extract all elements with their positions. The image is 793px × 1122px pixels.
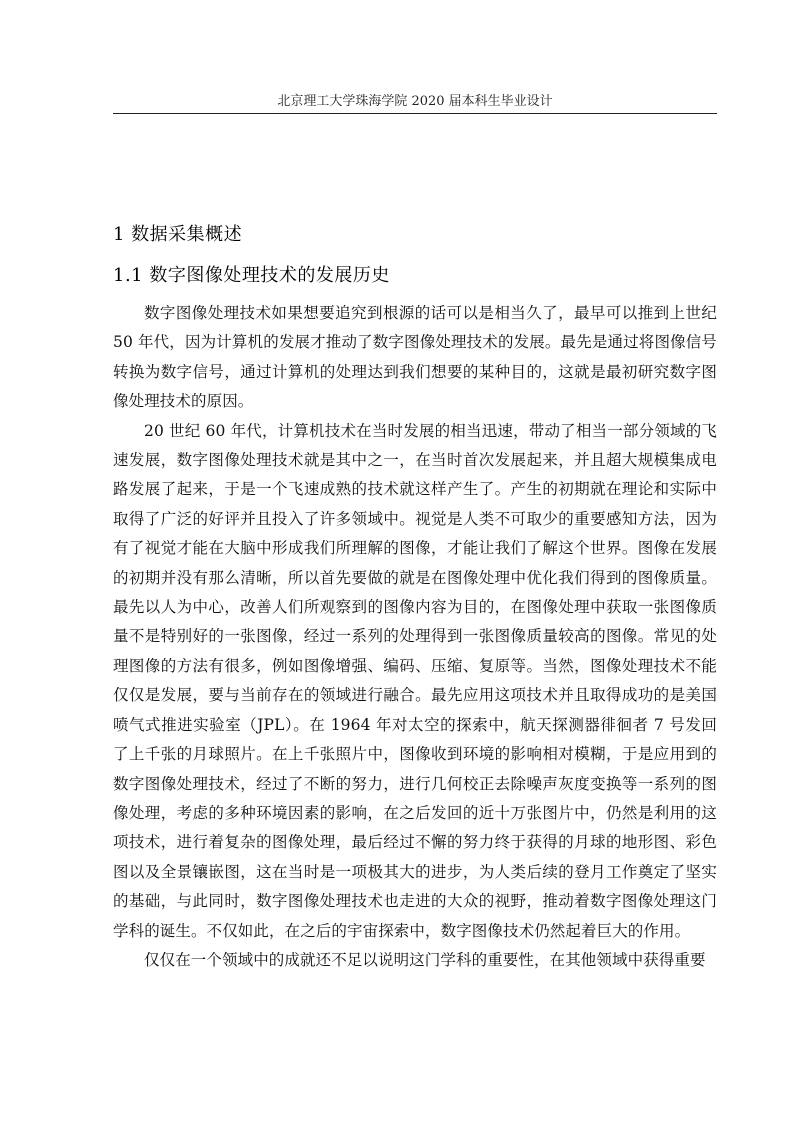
paragraph-2: 20 世纪 60 年代，计算机技术在当时发展的相当迅速，带动了相当一部分领域的飞速发展，数字图像处理技术就是其中之一，在当时首次发展起来，并且超大规模集成电路发展了起来，于是一个飞速成熟的技术就这样产生了。产生的初期就在理论和实际中取得了广泛的好评并且投入了许多领域中。视觉是人类不可取少的重要感知方法，因为有了视觉才能在大脑中形成我们所理解的图像，才能让我们了解这个世界。图像在发展的初期并没有那么清晰，所以首先要做的就是在图像处理中优化我们得到的图像质量。最先以人为中心，改善人们所观察到的图像内容为目的，在图像处理中获取一张图像质量不是特别好的一张图像，经过一系列的处理得到一张图像质量较高的图像。常见的处理图像的方法有很多，例如图像增强、编码、压缩、复原等。当然，图像处理技术不能仅仅是发展，要与当前存在的领域进行融合。最先应用这项技术并且取得成功的是美国喷气式推进实验室（JPL）。在 1964 年对太空的探索中，航天探测器徘徊者 7 号发回了上千张的月球照片。在上千张照片中，图像收到环境的影响相对模糊，于是应用到的数字图像处理技术，经过了不断的努力，进行几何校正去除噪声灰度变换等一系列的图像处理，考虑的多种环境因素的影响，在之后发回的近十万张图片中，仍然是利用的这项技术，进行着复杂的图像处理，最后经过不懈的努力终于获得的月球的地形图、彩色图以及全景镶嵌图，这在当时是一项极其大的进步，为人类后续的登月工作奠定了坚实的基础，与此同时，数字图像处理技术也走进的大众的视野，推动着数字图像处理这门学科的诞生。不仅如此，在之后的宇宙探索中，数字图像技术仍然起着巨大的作用。: [113, 421, 717, 940]
page-header: 北京理工大学珠海学院 2020 届本科生毕业设计: [277, 94, 553, 109]
document-body: [113, 220, 717, 975]
chapter-title: 1 数据采集概述: [113, 224, 243, 245]
paragraph-1: 数字图像处理技术如果想要追究到根源的话可以是相当久了，最早可以推到上世纪 50 年代，因为计算机的发展才推动了数字图像处理技术的发展。最先是通过将图像信号转换为数字信号，通过计算机的处理达到我们想要的某种目的，这就是最初研究数字图像处理技术的原因。: [113, 304, 717, 411]
paragraph-3: 仅仅在一个领域中的成就还不足以说明这门学科的重要性，在其他领域中获得重要: [144, 950, 706, 969]
header-rule: [113, 113, 717, 114]
section-title: 1.1 数字图像处理技术的发展历史: [113, 265, 390, 286]
